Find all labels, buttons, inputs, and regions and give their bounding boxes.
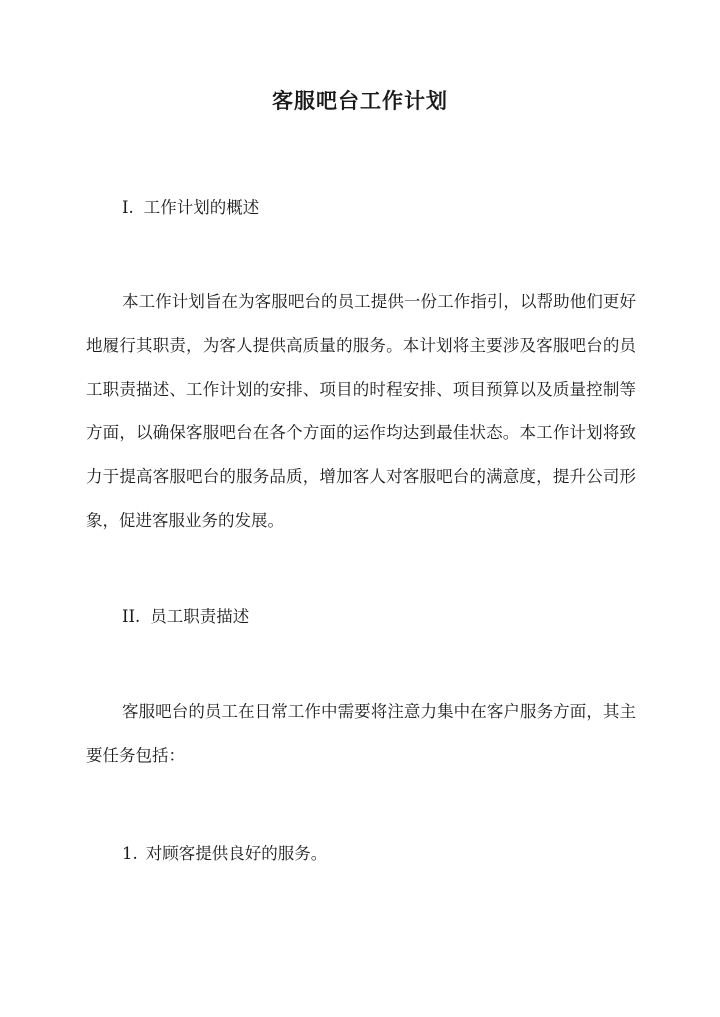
list-item-number: 1. <box>122 844 138 863</box>
section-1-paragraph: 本工作计划旨在为客服吧台的员工提供一份工作指引，以帮助他们更好地履行其职责，为客人提供高质量的服务。本计划将主要涉及客服吧台的员工职责描述、工作计划的安排、项目的时程安排、项目预算以及质量控制等方面，以确保客服吧台在各个方面的运作均达到最佳状态。本工作计划将致力于提高客服吧台的服务品质，增加客人对客服吧台的满意度，提升公司形象，促进客服业务的发展。 <box>86 292 636 530</box>
section-1-number: I. <box>122 198 134 217</box>
list-item-text: 对顾客提供良好的服务。 <box>145 844 328 863</box>
section-2-heading <box>122 605 249 629</box>
section-2-paragraph: 客服吧台的员工在日常工作中需要将注意力集中在客户服务方面，其主要任务包括： <box>86 702 636 765</box>
section-1-heading-text: 工作计划的概述 <box>143 198 260 217</box>
document-title: 客服吧台工作计划 <box>272 88 448 113</box>
section-1-heading <box>122 196 259 220</box>
section-2-heading-text: 员工职责描述 <box>150 607 250 626</box>
section-2-number: II. <box>122 607 141 626</box>
list-item <box>122 842 327 866</box>
